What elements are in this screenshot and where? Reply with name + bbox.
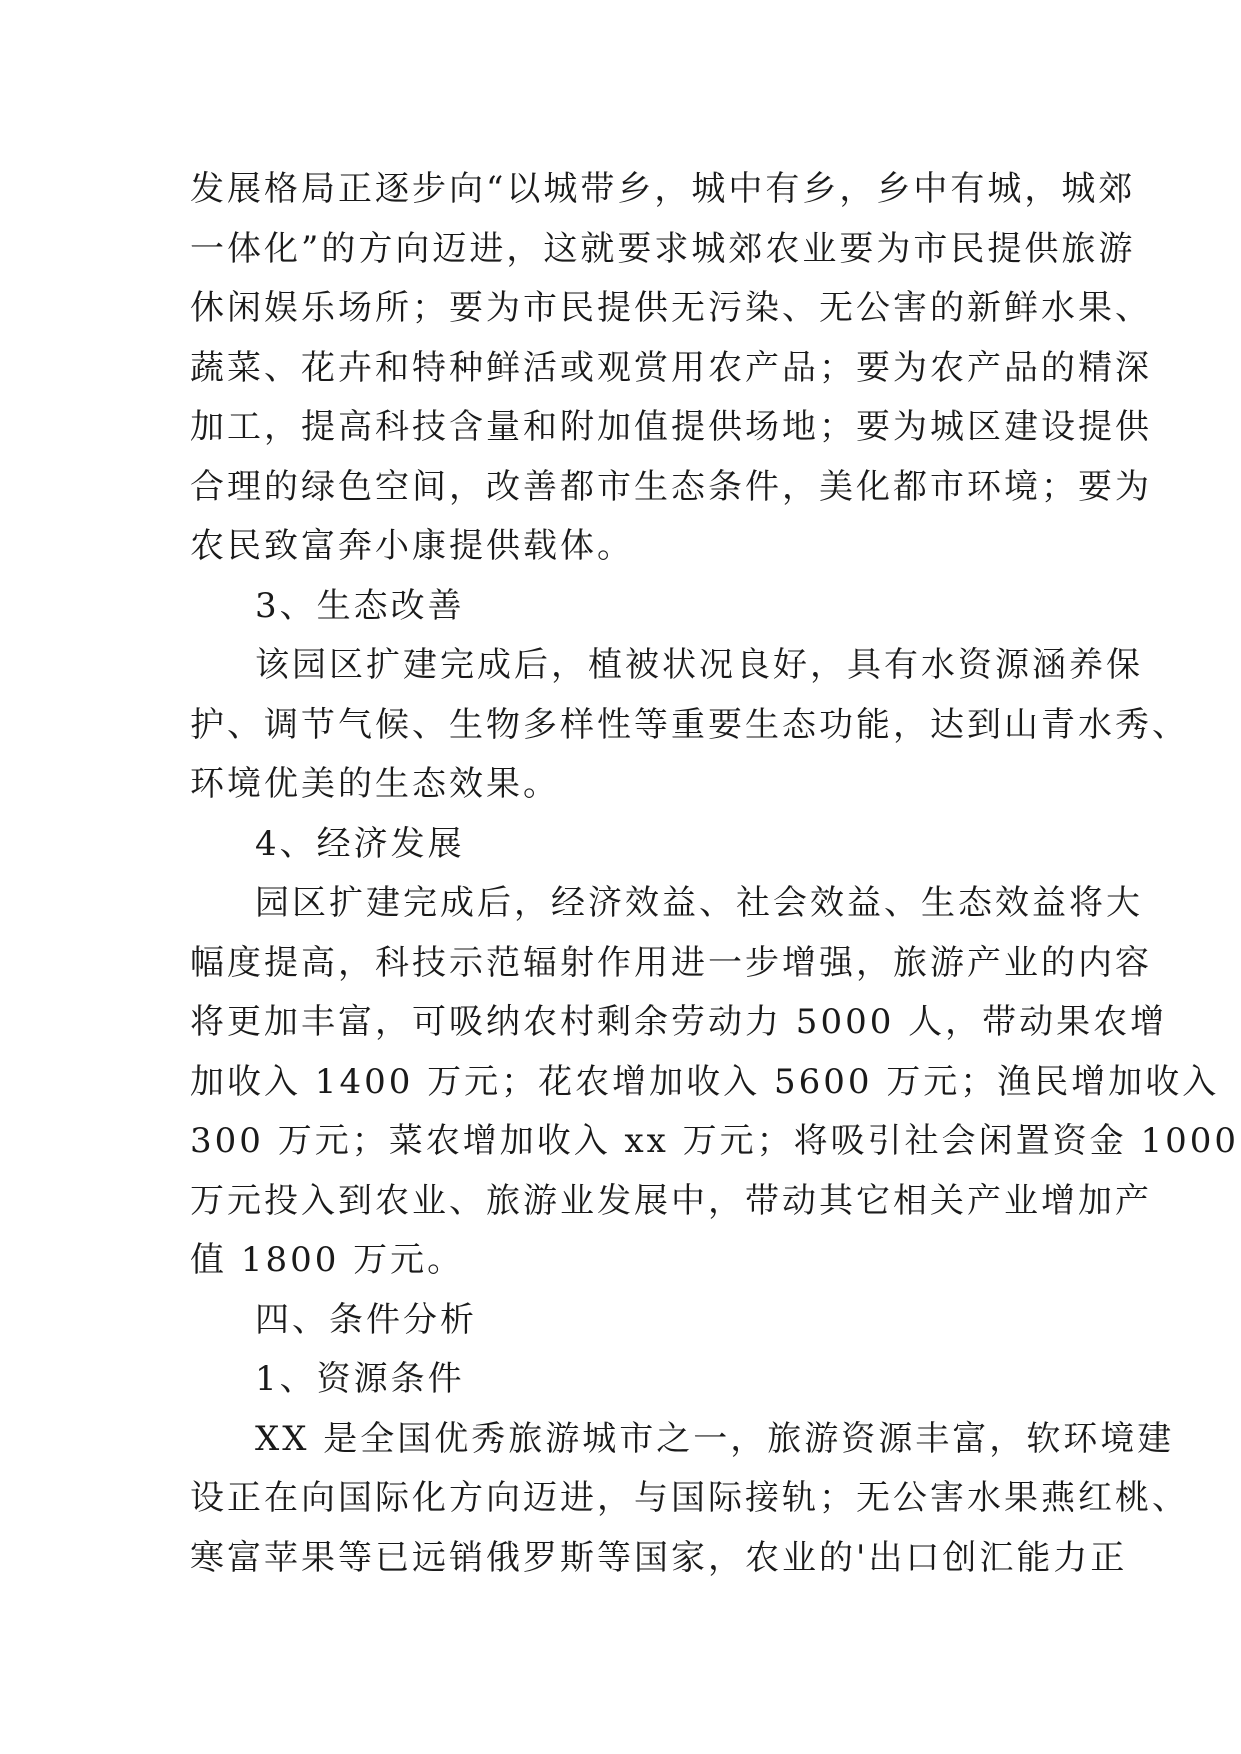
text-line: 园区扩建完成后，经济效益、社会效益、生态效益将大 — [255, 883, 1143, 923]
text-line: 300 万元；菜农增加收入 xx 万元；将吸引社会闲置资金 1000 — [190, 1121, 1240, 1161]
section-heading: 4、经济发展 — [255, 823, 465, 864]
text-line: 农民致富奔小康提供载体。 — [190, 526, 634, 566]
section-heading: 3、生态改善 — [255, 585, 465, 626]
text-line: 环境优美的生态效果。 — [190, 764, 560, 804]
chapter-heading: 四、条件分析 — [255, 1299, 477, 1340]
text-line: 加收入 1400 万元；花农增加收入 5600 万元；渔民增加收入 — [190, 1061, 1220, 1102]
text-line: 将更加丰富，可吸纳农村剩余劳动力 5000 人，带动果农增 — [190, 1002, 1168, 1042]
text-line: 合理的绿色空间，改善都市生态条件，美化都市环境；要为 — [190, 466, 1152, 507]
document-body — [190, 160, 1240, 1588]
text-line: XX 是全国优秀旅游城市之一，旅游资源丰富，软环境建 — [255, 1418, 1175, 1459]
text-line: 加工，提高科技含量和附加值提供场地；要为城区建设提供 — [190, 407, 1152, 447]
text-line: 护、调节气候、生物多样性等重要生态功能，达到山青水秀、 — [190, 704, 1189, 745]
text-line: 该园区扩建完成后，植被状况良好，具有水资源涵养保 — [255, 645, 1143, 685]
text-line: 蔬菜、花卉和特种鲜活或观赏用农产品；要为农产品的精深 — [190, 347, 1152, 388]
text-line: 设正在向国际化方向迈进，与国际接轨；无公害水果燕红桃、 — [190, 1478, 1189, 1518]
section-heading: 1、资源条件 — [255, 1359, 465, 1399]
text-line: 幅度提高，科技示范辐射作用进一步增强，旅游产业的内容 — [190, 942, 1152, 983]
text-line: 万元投入到农业、旅游业发展中，带动其它相关产业增加产 — [190, 1180, 1152, 1221]
text-line: 寒富苹果等已远销俄罗斯等国家，农业的'出口创汇能力正 — [190, 1537, 1128, 1578]
text-line: 发展格局正逐步向“以城带乡，城中有乡，乡中有城，城郊 — [190, 169, 1136, 209]
text-line: 值 1800 万元。 — [190, 1240, 465, 1280]
text-line: 一体化”的方向迈进，这就要求城郊农业要为市民提供旅游 — [190, 228, 1136, 269]
text-line: 休闲娱乐场所；要为市民提供无污染、无公害的新鲜水果、 — [190, 288, 1152, 328]
